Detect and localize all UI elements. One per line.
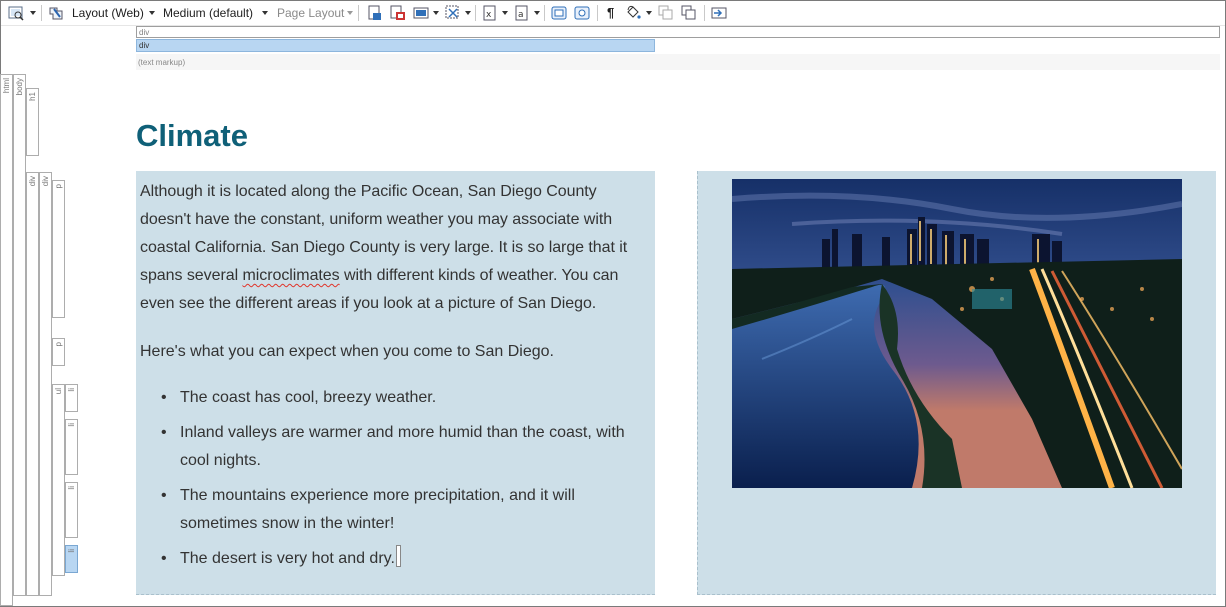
list-item-text: The desert is very hot and dry. — [180, 550, 395, 567]
tag-li[interactable] — [65, 482, 78, 538]
view-icon[interactable] — [8, 5, 24, 21]
list-item-text: The coast has cool, breezy weather. — [180, 389, 437, 406]
intro-text-start: Although it is located along the Pacific Ocean, San Diego County doesn't have the constant, uniform weather you may associate with coastal California. San Diego County is very large. It is so large that it spans several — [140, 183, 628, 284]
tag-li[interactable] — [65, 419, 78, 475]
misspelled-word[interactable]: microclimates — [242, 267, 340, 284]
tag-li-label: li — [67, 423, 76, 427]
text-cursor-handle[interactable] — [396, 545, 401, 567]
tag-h1-label: h1 — [28, 92, 37, 101]
tag-body[interactable] — [13, 74, 26, 596]
tag-div[interactable] — [26, 172, 39, 596]
tag-p-second[interactable] — [52, 338, 65, 366]
font-markup-icon[interactable] — [514, 5, 530, 21]
intro-paragraph[interactable] — [140, 178, 645, 318]
page-title[interactable]: Climate — [136, 118, 248, 153]
block-selection-icon[interactable] — [445, 5, 461, 21]
list-item[interactable] — [140, 545, 640, 573]
tag-li-label: li — [67, 486, 76, 490]
paint-bucket-icon[interactable] — [625, 5, 641, 21]
tag-div-inner-label: div — [41, 176, 50, 187]
expect-paragraph[interactable]: Here's what you can expect when you come to San Diego. — [140, 343, 554, 360]
layout-mode-dropdown[interactable]: Layout (Web) — [72, 6, 144, 20]
city-night-photo[interactable] — [732, 179, 1182, 488]
list-item-text: The mountains experience more precipitation, and it will sometimes snow in the winter! — [180, 487, 575, 532]
toolbar-separator — [475, 5, 476, 21]
tag-ul-label: ul — [54, 388, 63, 395]
tag-li[interactable] — [65, 384, 78, 412]
layout-icon[interactable] — [48, 5, 64, 21]
chevron-down-icon[interactable] — [30, 11, 36, 15]
tag-div-label: div — [28, 176, 37, 187]
tag-html-label: html — [2, 78, 11, 94]
chevron-down-icon[interactable] — [262, 11, 268, 15]
list-item[interactable] — [140, 384, 640, 412]
svg-text:x: x — [486, 10, 492, 20]
size-mode-dropdown[interactable]: Medium (default) — [163, 6, 254, 20]
text-markup-label: (text markup) — [138, 58, 186, 67]
chevron-down-icon[interactable] — [646, 11, 652, 15]
tag-p-second-label: p — [54, 342, 63, 347]
bullet-icon: • — [161, 487, 167, 504]
list-item[interactable] — [140, 419, 640, 475]
chevron-down-icon[interactable] — [347, 11, 353, 15]
list-item[interactable] — [140, 482, 640, 538]
climate-list[interactable] — [140, 384, 640, 580]
toolbar-separator — [704, 5, 705, 21]
code-box-icon[interactable] — [574, 5, 590, 21]
tag-p-label: p — [54, 184, 63, 189]
tag-html[interactable] — [0, 74, 13, 606]
chevron-down-icon[interactable] — [149, 11, 155, 15]
toolbar-separator — [41, 5, 42, 21]
breadcrumb-inner-div[interactable]: div — [136, 39, 655, 52]
toolbar-separator — [597, 5, 598, 21]
tag-li-label: li — [67, 549, 76, 553]
toolbar-separator — [358, 5, 359, 21]
image-display-icon[interactable] — [413, 5, 429, 21]
tag-div-inner[interactable] — [39, 172, 52, 596]
breadcrumb-outer-div[interactable]: div — [136, 26, 1220, 38]
duplicate-icon[interactable] — [681, 5, 697, 21]
tag-ul[interactable] — [52, 384, 65, 576]
svg-text:a: a — [518, 10, 524, 20]
text-formatting-icon[interactable] — [482, 5, 498, 21]
chevron-down-icon[interactable] — [502, 11, 508, 15]
designer-toolbar — [1, 1, 1225, 26]
chevron-down-icon[interactable] — [433, 11, 439, 15]
bullet-icon: • — [161, 389, 167, 406]
bullet-icon: • — [161, 550, 167, 567]
list-item-text: Inland valleys are warmer and more humid than the coast, with cool nights. — [180, 424, 625, 469]
page-layout-dropdown[interactable]: Page Layout — [277, 6, 345, 20]
copy-format-icon[interactable] — [658, 5, 674, 21]
tag-li-selected[interactable] — [65, 545, 78, 573]
show-tags-icon[interactable] — [367, 5, 383, 21]
visual-aids-icon[interactable] — [390, 5, 406, 21]
tag-li-label: li — [67, 388, 76, 392]
pilcrow-icon[interactable]: ¶ — [607, 5, 615, 20]
tag-h1[interactable] — [26, 88, 39, 156]
toolbar-separator — [544, 5, 545, 21]
tag-p[interactable] — [52, 180, 65, 318]
info-box-icon[interactable] — [551, 5, 567, 21]
intro-text-end: with different kinds of weather. You can even see the different areas if you look at a picture of San Diego. — [140, 267, 619, 312]
insert-snippet-icon[interactable] — [711, 5, 727, 21]
tag-body-label: body — [15, 78, 24, 96]
chevron-down-icon[interactable] — [534, 11, 540, 15]
chevron-down-icon[interactable] — [465, 11, 471, 15]
bullet-icon: • — [161, 424, 167, 441]
